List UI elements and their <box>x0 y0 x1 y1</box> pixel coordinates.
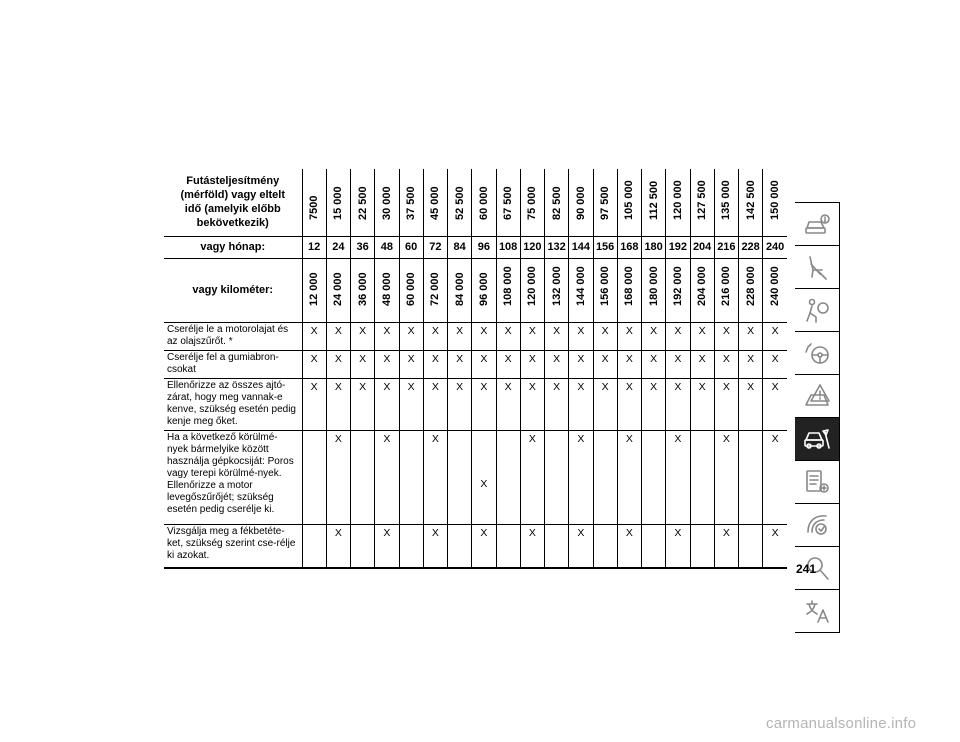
service-mark: X <box>448 322 472 350</box>
chapter-tab[interactable] <box>795 589 840 633</box>
service-mark: X <box>326 524 350 568</box>
service-mark: X <box>375 322 399 350</box>
service-mark: X <box>302 378 326 430</box>
mileage-header-label: Futásteljesítmény (mérföld) vagy eltelt idő (amelyik előbb bekövetkezik) <box>164 169 302 236</box>
service-mark: X <box>666 350 690 378</box>
service-mark: X <box>351 350 375 378</box>
km-value <box>642 258 666 322</box>
mileage-value <box>302 169 326 236</box>
chapter-tab[interactable] <box>795 417 840 460</box>
service-mark <box>739 430 763 524</box>
service-mark: X <box>520 524 544 568</box>
emergency-warning-icon <box>802 381 832 411</box>
service-mark: X <box>520 322 544 350</box>
service-mark: X <box>326 430 350 524</box>
km-value <box>375 258 399 322</box>
km-value <box>666 258 690 322</box>
service-mark: X <box>472 524 496 568</box>
mileage-value <box>690 169 714 236</box>
mileage-value-text: 120 000 <box>671 179 684 220</box>
mileage-value-text: 142 500 <box>744 179 757 220</box>
km-value-text: 60 000 <box>405 271 418 306</box>
service-mark: X <box>690 322 714 350</box>
service-mark: X <box>642 350 666 378</box>
month-value: 108 <box>496 236 520 258</box>
service-mark: X <box>617 430 641 524</box>
mileage-value <box>593 169 617 236</box>
service-mark: X <box>472 430 496 524</box>
service-mark: X <box>642 378 666 430</box>
service-mark: X <box>763 524 787 568</box>
service-mark: X <box>545 378 569 430</box>
km-value <box>351 258 375 322</box>
service-mark: X <box>739 322 763 350</box>
service-mark: X <box>520 430 544 524</box>
service-mark <box>593 524 617 568</box>
task-description: Cserélje le a motorolajat és az olajszűrőt. * <box>164 322 302 350</box>
km-value-text: 12 000 <box>308 271 321 306</box>
service-mark: X <box>472 350 496 378</box>
service-mark: X <box>351 322 375 350</box>
km-value-text: 24 000 <box>332 271 345 306</box>
mileage-value <box>472 169 496 236</box>
service-mark: X <box>739 350 763 378</box>
mileage-value-text: 105 000 <box>623 179 636 220</box>
task-description: Cserélje fel a gumiabron-csokat <box>164 350 302 378</box>
service-mark: X <box>690 350 714 378</box>
service-mark: X <box>302 350 326 378</box>
language-icon <box>802 596 832 626</box>
service-mark: X <box>423 378 447 430</box>
service-mark: X <box>690 378 714 430</box>
month-value: 204 <box>690 236 714 258</box>
mileage-value-text: 82 500 <box>550 185 563 220</box>
service-mark: X <box>399 322 423 350</box>
mileage-value <box>739 169 763 236</box>
service-mark: X <box>714 378 738 430</box>
service-mark <box>642 430 666 524</box>
mileage-value-text: 112 500 <box>647 180 660 220</box>
month-value: 24 <box>326 236 350 258</box>
service-mark: X <box>763 378 787 430</box>
service-mark: X <box>569 524 593 568</box>
service-mark: X <box>302 322 326 350</box>
km-value <box>448 258 472 322</box>
schedule-row <box>164 378 787 430</box>
multimedia-icon <box>802 510 832 540</box>
mileage-value-text: 45 000 <box>429 185 442 220</box>
service-mark: X <box>569 322 593 350</box>
km-value-text: 216 000 <box>720 265 733 306</box>
km-value <box>593 258 617 322</box>
watermark: carmanualsonline.info <box>766 715 917 732</box>
service-mark: X <box>593 378 617 430</box>
mileage-value <box>375 169 399 236</box>
km-value <box>739 258 763 322</box>
service-mark <box>690 524 714 568</box>
service-mark: X <box>763 430 787 524</box>
service-mark: X <box>375 378 399 430</box>
service-mark: X <box>399 350 423 378</box>
schedule-row <box>164 430 787 524</box>
mileage-value <box>448 169 472 236</box>
service-mark: X <box>423 350 447 378</box>
mileage-value-text: 67 500 <box>502 185 515 220</box>
service-mark: X <box>472 378 496 430</box>
schedule-row <box>164 350 787 378</box>
mileage-value-text: 7500 <box>308 195 321 220</box>
car-info-icon <box>802 209 832 239</box>
km-value-text: 72 000 <box>429 271 442 306</box>
service-mark <box>302 524 326 568</box>
service-mark: X <box>593 350 617 378</box>
steering-wheel-icon <box>802 338 832 368</box>
month-value: 12 <box>302 236 326 258</box>
service-mark: X <box>545 350 569 378</box>
mileage-value <box>569 169 593 236</box>
chapter-tab[interactable] <box>795 503 840 546</box>
month-value: 48 <box>375 236 399 258</box>
month-value: 60 <box>399 236 423 258</box>
km-value <box>496 258 520 322</box>
service-mark <box>690 430 714 524</box>
mileage-value-text: 30 000 <box>380 185 393 220</box>
km-value <box>399 258 423 322</box>
km-value <box>763 258 787 322</box>
mileage-value <box>520 169 544 236</box>
month-value: 96 <box>472 236 496 258</box>
task-description: Ha a következő körülmé-nyek bármelyike között használja gépkocsiját: Poros vagy terepi körülmé-nyek. Ellenőrizze a motor levegőszűrőjét; szükség esetén pedig cserélje ki. <box>164 430 302 524</box>
service-mark: X <box>666 322 690 350</box>
service-mark <box>496 430 520 524</box>
km-value-text: 96 000 <box>477 271 490 306</box>
service-mark: X <box>666 378 690 430</box>
service-mark <box>496 524 520 568</box>
month-value: 216 <box>714 236 738 258</box>
km-value-text: 192 000 <box>671 265 684 306</box>
mileage-value <box>351 169 375 236</box>
mileage-value-text: 22 500 <box>356 185 369 220</box>
service-mark: X <box>569 378 593 430</box>
service-mark <box>545 430 569 524</box>
mileage-value <box>666 169 690 236</box>
km-value <box>472 258 496 322</box>
service-mark: X <box>617 378 641 430</box>
chapter-tab[interactable] <box>795 245 840 288</box>
mileage-value <box>642 169 666 236</box>
service-mark: X <box>375 350 399 378</box>
km-value-text: 180 000 <box>647 265 660 306</box>
service-mark: X <box>448 350 472 378</box>
service-mark <box>739 524 763 568</box>
km-value-text: 144 000 <box>574 265 587 306</box>
mileage-value <box>399 169 423 236</box>
schedule-row <box>164 322 787 350</box>
service-mark <box>448 430 472 524</box>
service-mark <box>399 524 423 568</box>
service-mark <box>545 524 569 568</box>
month-value: 36 <box>351 236 375 258</box>
service-mark: X <box>326 350 350 378</box>
mileage-value-text: 52 500 <box>453 185 466 220</box>
mileage-value-text: 135 000 <box>720 179 733 220</box>
task-description: Ellenőrizze az összes ajtó-zárat, hogy meg vannak-e kenve, szükség esetén pedig kenje meg őket. <box>164 378 302 430</box>
km-value <box>617 258 641 322</box>
service-mark: X <box>666 524 690 568</box>
service-mark: X <box>520 350 544 378</box>
mileage-value <box>326 169 350 236</box>
km-value-text: 240 000 <box>769 265 782 306</box>
service-mark <box>448 524 472 568</box>
car-service-icon <box>802 424 832 454</box>
service-mark: X <box>569 430 593 524</box>
service-mark: X <box>496 350 520 378</box>
km-value-text: 228 000 <box>744 265 757 306</box>
km-value <box>326 258 350 322</box>
service-mark: X <box>375 524 399 568</box>
service-mark: X <box>763 350 787 378</box>
km-value-text: 120 000 <box>526 265 539 306</box>
service-mark: X <box>326 378 350 430</box>
service-mark: X <box>617 350 641 378</box>
schedule-body <box>164 322 787 568</box>
maintenance-schedule-table <box>164 169 787 569</box>
schedule-row <box>164 524 787 568</box>
chapter-tab[interactable] <box>795 288 840 331</box>
service-mark: X <box>375 430 399 524</box>
km-value-text: 132 000 <box>550 265 563 306</box>
km-value <box>302 258 326 322</box>
service-mark: X <box>617 322 641 350</box>
service-mark: X <box>423 322 447 350</box>
chapter-tab[interactable] <box>795 202 840 245</box>
service-mark: X <box>714 524 738 568</box>
mileage-value <box>545 169 569 236</box>
service-mark: X <box>423 430 447 524</box>
airbag-icon <box>802 295 832 325</box>
mileage-value-text: 97 500 <box>599 185 612 220</box>
month-value: 240 <box>763 236 787 258</box>
mileage-value-text: 37 500 <box>405 185 418 220</box>
km-value-text: 204 000 <box>696 265 709 306</box>
km-value <box>714 258 738 322</box>
seat-safety-icon <box>802 252 832 282</box>
service-mark: X <box>617 524 641 568</box>
km-value-text: 48 000 <box>380 271 393 306</box>
service-mark: X <box>496 378 520 430</box>
km-value <box>545 258 569 322</box>
service-mark: X <box>739 378 763 430</box>
km-value-text: 168 000 <box>623 265 636 306</box>
service-mark <box>593 430 617 524</box>
service-mark: X <box>496 322 520 350</box>
months-header-label: vagy hónap: <box>164 236 302 258</box>
month-value: 180 <box>642 236 666 258</box>
month-value: 132 <box>545 236 569 258</box>
service-mark <box>302 430 326 524</box>
mileage-header-row <box>164 169 787 236</box>
service-mark: X <box>423 524 447 568</box>
mileage-value-text: 75 000 <box>526 185 539 220</box>
km-value-text: 84 000 <box>453 271 466 306</box>
month-value: 144 <box>569 236 593 258</box>
chapter-tab[interactable] <box>795 374 840 417</box>
service-mark: X <box>666 430 690 524</box>
month-value: 120 <box>520 236 544 258</box>
km-value <box>569 258 593 322</box>
month-value: 168 <box>617 236 641 258</box>
mileage-value-text: 90 000 <box>574 185 587 220</box>
month-value: 72 <box>423 236 447 258</box>
service-mark: X <box>593 322 617 350</box>
service-mark: X <box>520 378 544 430</box>
months-header-row <box>164 236 787 258</box>
km-value-text: 36 000 <box>356 271 369 306</box>
service-mark: X <box>763 322 787 350</box>
chapter-tab[interactable] <box>795 460 840 503</box>
service-mark: X <box>448 378 472 430</box>
km-value <box>690 258 714 322</box>
task-description: Vizsgálja meg a fékbetéte-ket, szükség szerint cse-rélje ki azokat. <box>164 524 302 568</box>
service-mark <box>351 430 375 524</box>
service-mark: X <box>569 350 593 378</box>
month-value: 228 <box>739 236 763 258</box>
km-header-label: vagy kilométer: <box>164 258 302 322</box>
km-value <box>423 258 447 322</box>
km-value-text: 156 000 <box>599 265 612 306</box>
mileage-value-text: 15 000 <box>332 185 345 220</box>
mileage-value <box>496 169 520 236</box>
mileage-value-text: 127 500 <box>696 179 709 220</box>
km-value <box>520 258 544 322</box>
chapter-tab[interactable] <box>795 331 840 374</box>
service-mark: X <box>642 322 666 350</box>
service-mark: X <box>351 378 375 430</box>
service-mark: X <box>714 322 738 350</box>
service-mark: X <box>472 322 496 350</box>
mileage-value-text: 150 000 <box>769 179 782 220</box>
service-mark: X <box>714 350 738 378</box>
service-mark: X <box>399 378 423 430</box>
km-header-row <box>164 258 787 322</box>
month-value: 156 <box>593 236 617 258</box>
service-mark <box>399 430 423 524</box>
service-mark <box>642 524 666 568</box>
service-mark: X <box>545 322 569 350</box>
mileage-value <box>423 169 447 236</box>
month-value: 192 <box>666 236 690 258</box>
mileage-value <box>617 169 641 236</box>
km-value-text: 108 000 <box>502 265 515 306</box>
mileage-value-text: 60 000 <box>477 185 490 220</box>
mileage-value <box>763 169 787 236</box>
mileage-value <box>714 169 738 236</box>
page-number: 241 <box>796 562 817 576</box>
service-mark <box>351 524 375 568</box>
specifications-icon <box>802 467 832 497</box>
service-mark: X <box>326 322 350 350</box>
month-value: 84 <box>448 236 472 258</box>
service-mark: X <box>714 430 738 524</box>
